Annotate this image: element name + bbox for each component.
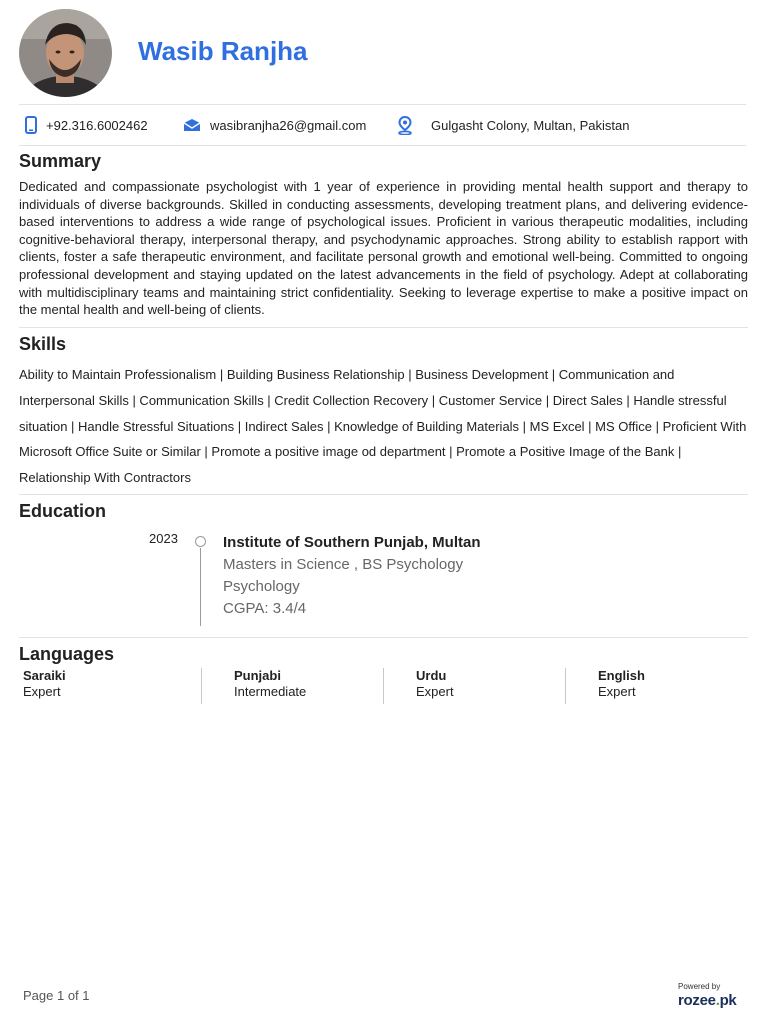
brand-dot: . xyxy=(715,992,720,1009)
language-name: Saraiki xyxy=(23,668,66,683)
education-field: Psychology xyxy=(223,578,300,595)
language-name: English xyxy=(598,668,645,683)
language-level: Expert xyxy=(416,684,454,699)
language-level: Intermediate xyxy=(234,684,307,699)
languages-heading: Languages xyxy=(19,644,115,664)
summary-heading: Summary xyxy=(19,151,102,171)
skills-heading: Skills xyxy=(19,334,67,354)
phone-icon xyxy=(25,116,37,134)
location-pin-icon xyxy=(397,116,413,135)
language-item xyxy=(598,668,645,704)
education-degree: Masters in Science , BS Psychology xyxy=(223,556,464,573)
phone-text[interactable]: +92.316.6002462 xyxy=(46,117,148,133)
contact-phone xyxy=(25,105,148,145)
divider xyxy=(19,327,748,328)
brand-main: rozee xyxy=(678,992,716,1009)
language-item xyxy=(416,668,454,704)
divider xyxy=(19,637,748,638)
profile-photo xyxy=(19,9,112,97)
education-year: 2023 xyxy=(149,531,178,546)
divider xyxy=(19,494,748,495)
rozee-logo xyxy=(678,992,736,1009)
brand-tld: pk xyxy=(719,992,737,1009)
column-divider xyxy=(383,668,384,704)
timeline-dot xyxy=(195,536,206,547)
powered-by-label: Powered by xyxy=(678,982,721,991)
email-icon xyxy=(183,118,201,132)
language-item xyxy=(23,668,66,704)
education-institute: Institute of Southern Punjab, Multan xyxy=(223,534,481,551)
column-divider xyxy=(201,668,202,704)
column-divider xyxy=(565,668,566,704)
language-level: Expert xyxy=(598,684,636,699)
language-name: Punjabi xyxy=(234,668,281,683)
language-name: Urdu xyxy=(416,668,447,683)
contact-address xyxy=(397,105,629,145)
powered-by-logo[interactable] xyxy=(678,982,736,1010)
contact-email xyxy=(183,105,366,145)
education-cgpa: CGPA: 3.4/4 xyxy=(223,600,307,617)
page-number: Page 1 of 1 xyxy=(23,988,90,1003)
contact-bar xyxy=(19,104,746,146)
language-level: Expert xyxy=(23,684,61,699)
candidate-name: Wasib Ranjha xyxy=(138,36,308,66)
education-heading: Education xyxy=(19,501,107,521)
address-text: Gulgasht Colony, Multan, Pakistan xyxy=(431,117,630,133)
summary-text: Dedicated and compassionate psychologist with 1 year of experience in providing mental health support and therapy to individuals of diverse backgrounds. Skilled in conducting assessments, developing treatment plans, and delivering evidence-based interventions to address a wide range of psychological issues. Proficient in various therapeutic modalities, including cognitive-behavioral therapy, interpersonal therapy, and psychodynamic approaches. Strong ability to establish rapport with clients, foster a safe therapeutic environment, and facilitate personal growth and emotional well-being. Committed to ongoing professional development and staying updated on the latest advancements in the field of psychology. Adept at collaborating with multidisciplinary teams and maintaining strict confidentiality. Seeking to leverage expertise to make a positive impact on the mental health and well-being of clients. xyxy=(19,179,748,318)
language-item xyxy=(234,668,306,704)
timeline-line xyxy=(200,548,201,626)
skills-text: Ability to Maintain Professionalism | Building Business Relationship | Business Development | Communication and Interpersonal Skills | Communication Skills | Credit Collection Recovery | Customer Service | Direct Sales | Handle stressful situation | Handle Stressful Situations | Indirect Sales | Knowledge of Building Materials | MS Excel | MS Office | Proficient With Microsoft Office Suite or Similar | Promote a positive image od department | Promote a Positive Image of the Bank | Relationship With Contractors xyxy=(19,367,747,486)
email-text[interactable]: wasibranjha26@gmail.com xyxy=(210,117,367,133)
